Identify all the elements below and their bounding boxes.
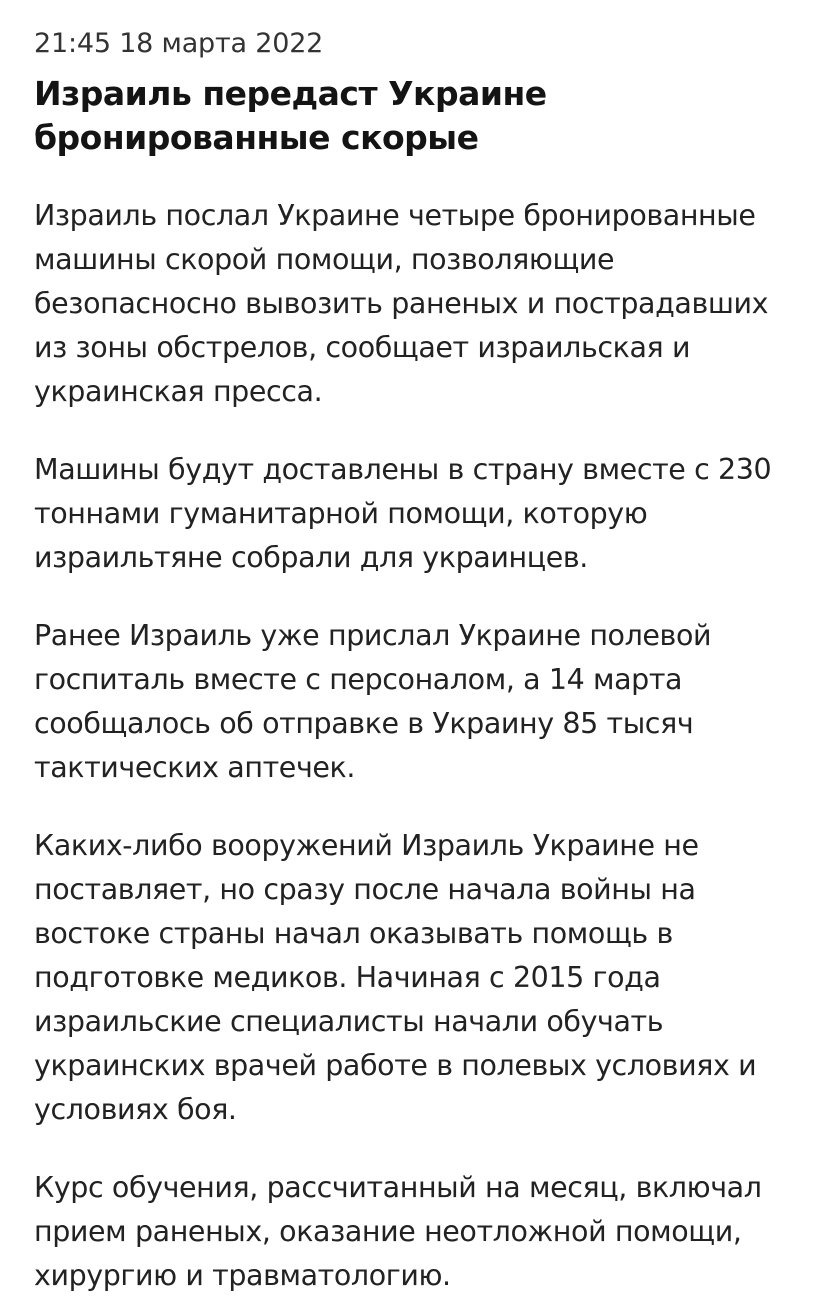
article-paragraph: Курс обучения, рассчитанный на месяц, включал прием раненых, оказание неотложной помощи, хирургию и травматологию. — [34, 1171, 762, 1292]
article-headline: Израиль передаст Украине бронированные скорые — [34, 74, 547, 157]
article-paragraph: Каких-либо вооружений Израиль Украине не поставляет, но сразу после начала войны на востоке страны начал оказывать помощь в подготовке медиков. Начиная с 2015 года израильские специалисты начали обучать украинских врачей работе в полевых условиях и условиях боя. — [34, 829, 757, 1126]
article-paragraph: Машины будут доставлены в страну вместе с 230 тоннами гуманитарной помощи, которую израильтяне собрали для украинцев. — [34, 453, 772, 574]
article-paragraph: Ранее Израиль уже прислал Украине полевой госпиталь вместе с персоналом, а 14 марта сообщалось об отправке в Украину 85 тысяч тактических аптечек. — [34, 619, 712, 784]
article-timestamp: 21:45 18 марта 2022 — [34, 28, 324, 59]
article-paragraph: Израиль послал Украине четыре бронированные машины скорой помощи, позволяющие безопасносно вывозить раненых и пострадавших из зоны обстрелов, сообщает израильская и украинская пресса. — [34, 199, 769, 408]
